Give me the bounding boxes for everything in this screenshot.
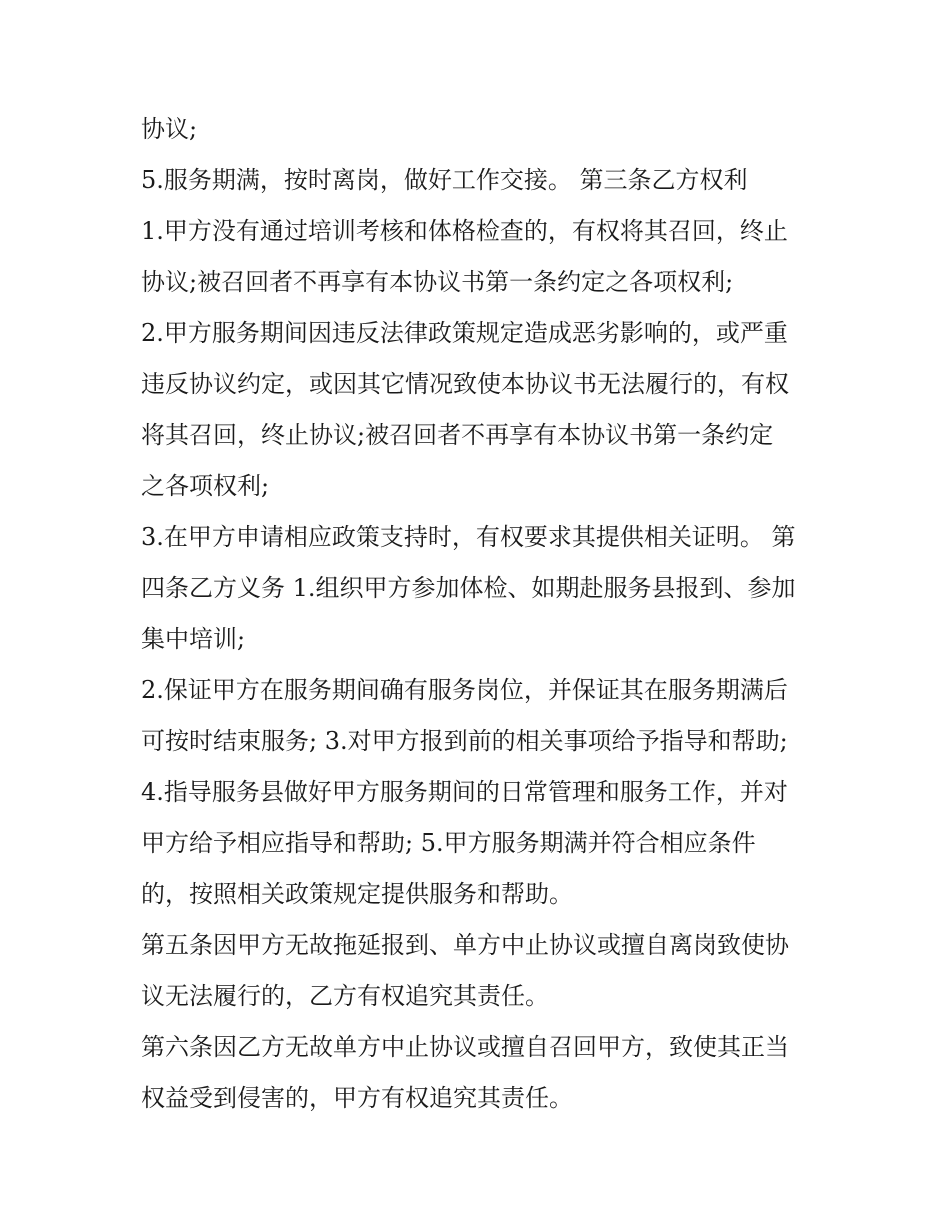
document-page (141, 104, 821, 1124)
text-line-20: 权益受到侵害的，甲方有权追究其责任。 (141, 1084, 573, 1112)
text-line-6: 违反协议约定，或因其它情况致使本协议书无法履行的，有权 (141, 370, 789, 398)
text-line-8: 之各项权利; (141, 472, 270, 500)
text-line-4: 协议;被召回者不再享有本协议书第一条约定之各项权利; (141, 268, 734, 296)
text-line-13: 可按时结束服务; 3.对甲方报到前的相关事项给予指导和帮助; (141, 727, 788, 755)
text-line-19: 第六条因乙方无故单方中止协议或擅自召回甲方，致使其正当 (141, 1033, 789, 1061)
text-line-12: 2.保证甲方在服务期间确有服务岗位，并保证其在服务期满后 (141, 676, 788, 704)
text-line-14: 4.指导服务县做好甲方服务期间的日常管理和服务工作，并对 (141, 778, 788, 806)
text-line-2: 5.服务期满，按时离岗，做好工作交接。 第三条乙方权利 (141, 166, 748, 194)
text-line-18: 议无法履行的，乙方有权追究其责任。 (141, 982, 549, 1010)
text-line-16: 的，按照相关政策规定提供服务和帮助。 (141, 880, 573, 908)
text-line-11: 集中培训; (141, 625, 246, 653)
text-line-15: 甲方给予相应指导和帮助; 5.甲方服务期满并符合相应条件 (141, 829, 756, 857)
text-line-3: 1.甲方没有通过培训考核和体格检查的，有权将其召回，终止 (141, 217, 788, 245)
text-line-9: 3.在甲方申请相应政策支持时，有权要求其提供相关证明。 第 (141, 523, 796, 551)
text-line-1: 协议; (141, 115, 198, 143)
text-line-7: 将其召回，终止协议;被召回者不再享有本协议书第一条约定 (141, 421, 774, 449)
text-line-10: 四条乙方义务 1.组织甲方参加体检、如期赴服务县报到、参加 (141, 574, 796, 602)
text-line-5: 2.甲方服务期间因违反法律政策规定造成恶劣影响的，或严重 (141, 319, 788, 347)
text-line-17: 第五条因甲方无故拖延报到、单方中止协议或擅自离岗致使协 (141, 931, 789, 959)
